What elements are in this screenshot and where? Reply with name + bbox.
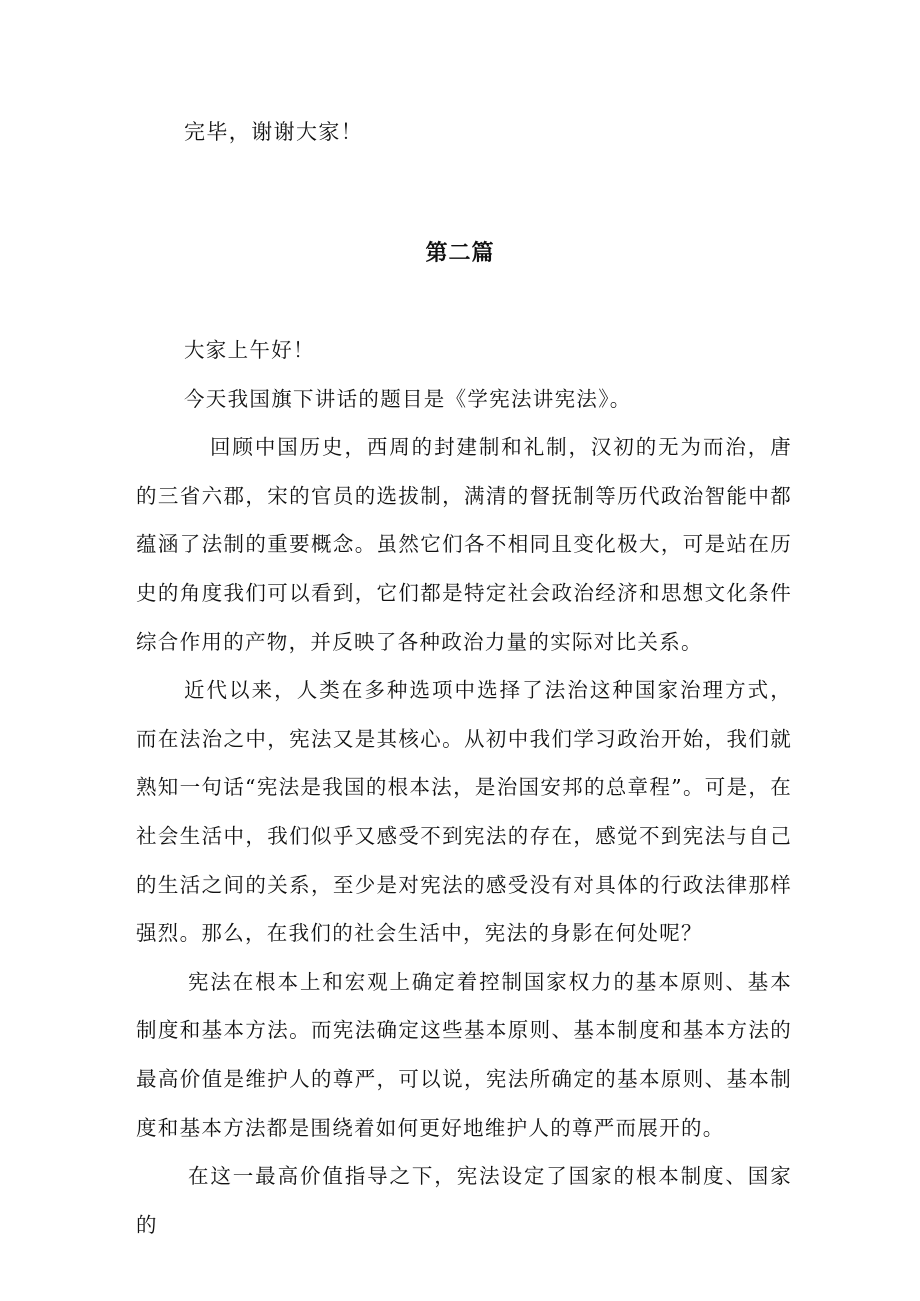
paragraph-highest-value: 在这一最高价值指导之下，宪法设定了国家的根本制度、国家的 bbox=[136, 1164, 792, 1237]
paragraph-topic: 今天我国旗下讲话的题目是《学宪法讲宪法》。 bbox=[184, 386, 632, 411]
closing-line: 完毕，谢谢大家！ bbox=[184, 120, 364, 144]
paragraph-history: 回顾中国历史，西周的封建制和礼制，汉初的无为而治，唐的三省六郡，宋的官员的选拔制，满清的督抚制等历代政治智能中都蕴涵了法制的重要概念。虽然它们各不相同且变化极大，可是站在历史的角度我们可以看到，它们都是特定社会政治经济和思想文化条件综合作用的产物，并反映了各种政治力量的实际对比关系。 bbox=[136, 435, 792, 654]
paragraph-constitution-principles: 宪法在根本上和宏观上确定着控制国家权力的基本原则、基本制度和基本方法。而宪法确定这些基本原则、基本制度和基本方法的最高价值是维护人的尊严，可以说，宪法所确定的基本原则、基本制度和基本方法都是围绕着如何更好地维护人的尊严而展开的。 bbox=[136, 969, 792, 1140]
paragraph-greeting: 大家上午好！ bbox=[184, 338, 315, 362]
speech-body bbox=[136, 326, 792, 1249]
paragraph-modern-rule-of-law: 近代以来，人类在多种选项中选择了法治这种国家治理方式，而在法治之中，宪法又是其核心。从初中我们学习政治开始，我们就熟知一句话“宪法是我国的根本法，是治国安邦的总章程”。可是，在社会生活中，我们似乎又感受不到宪法的存在，感觉不到宪法与自己的生活之间的关系，至少是对宪法的感受没有对具体的行政法律那样强烈。那么，在我们的社会生活中，宪法的身影在何处呢？ bbox=[136, 678, 792, 946]
section-title: 第二篇 bbox=[425, 241, 495, 266]
